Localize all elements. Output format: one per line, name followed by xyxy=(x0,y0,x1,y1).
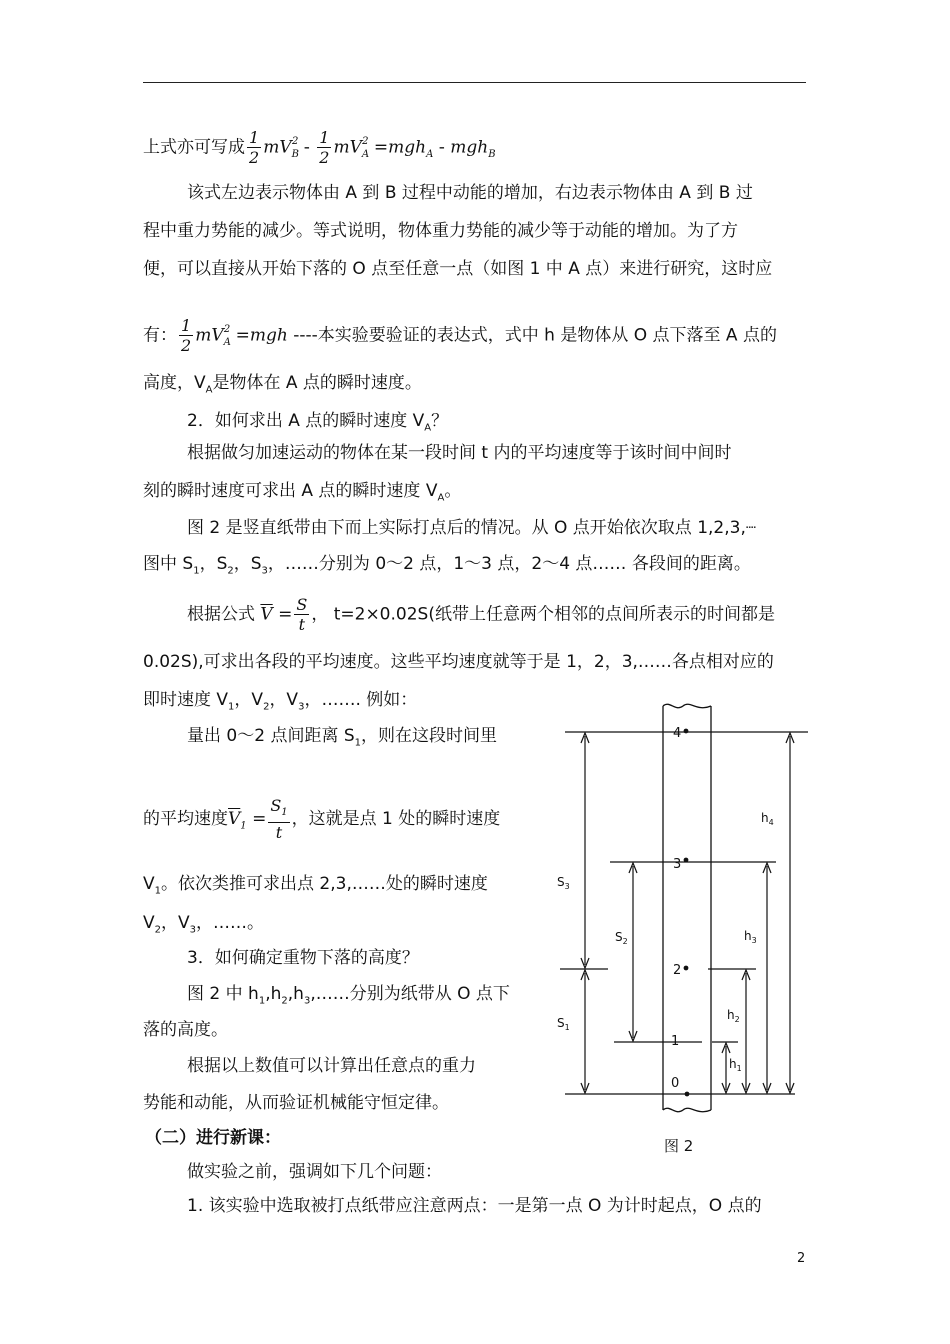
s1-label: $S_1$ xyxy=(557,1016,570,1032)
point-4-label: 4 xyxy=(673,726,682,741)
paragraph-text: 0.02S),可求出各段的平均速度。这些平均速度就等于是 1，2，3,……各点相对应的 xyxy=(143,652,774,672)
section-heading: （二）进行新课： xyxy=(145,1128,281,1148)
subheading-2: 2．如何求出 A 点的瞬时速度 $V_A$？ xyxy=(187,411,449,434)
figure-caption: 图 2 xyxy=(664,1137,694,1155)
tape-top-tear xyxy=(663,704,711,707)
paragraph-text: 程中重力势能的减少。等式说明，物体重力势能的减少等于动能的增加。为了方 xyxy=(143,221,738,241)
equation-line-2: 有： $\frac{1}{2}$ $mV_A^2 =mgh$ ----本实验要验证的表达式，式中 h 是物体从 O 点下落至 A 点的 xyxy=(143,316,777,355)
point-3-label: 3 xyxy=(673,857,682,872)
figure-2-diagram xyxy=(545,695,825,1165)
tape-bottom-tear xyxy=(663,1108,711,1111)
paragraph-text: 1. 该实验中选取被打点纸带应注意两点：一是第一点 O 为计时起点，O 点的 xyxy=(187,1196,762,1216)
equation-line-3: 根据公式 $\overline{V}$ = $\frac{S}{t}$ ， t=2×0.02S(纸带上任意两个相邻的点间所表示的时间都是 xyxy=(187,595,775,634)
paragraph-text: 量出 0～2 点间距离 $S_1$，则在这段时间里 xyxy=(187,726,498,749)
paragraph-text: 高度，$V_A$是物体在 A 点的瞬时速度。 xyxy=(143,373,422,396)
paragraph-text: 该式左边表示物体由 A 到 B 过程中动能的增加，右边表示物体由 A 到 B 过 xyxy=(187,183,753,203)
math-m: m xyxy=(263,137,280,158)
point-0-label: 0 xyxy=(671,1076,680,1091)
page-number: 2 xyxy=(797,1251,806,1266)
subheading-3: 3．如何确定重物下落的高度？ xyxy=(187,948,419,968)
paragraph-text: $V_2$，$V_3$，……。 xyxy=(143,913,265,936)
paragraph-text: 即时速度 $V_1$，$V_2$，$V_3$，……. 例如： xyxy=(143,690,418,713)
equation-line-4: 的平均速度$\overline{V}_1$ = $\frac{S_1}{t}$ ，这就是点 1 处的瞬时速度 xyxy=(143,796,501,843)
s3-label: $S_3$ xyxy=(557,875,570,891)
fraction-half: $\frac{1}{2}$ xyxy=(249,128,260,167)
paragraph-text: 落的高度。 xyxy=(143,1020,228,1040)
paragraph-text: 图中 $S_1$，$S_2$，$S_3$，……分别为 0～2 点，1～3 点，2～4 点…… 各段间的距离。 xyxy=(143,554,751,577)
paragraph-text: 刻的瞬时速度可求出 A 点的瞬时速度 $V_A$。 xyxy=(143,481,462,504)
h2-label: $h_2$ xyxy=(727,1008,740,1024)
header-rule xyxy=(143,82,806,83)
paragraph-text: 图 2 中 $h_1,h_2,h_3,\dots\dots$分别为纸带从 O 点下 xyxy=(187,984,510,1007)
paragraph-text: 根据以上数值可以计算出任意点的重力 xyxy=(187,1056,476,1076)
paragraph-text: 做实验之前，强调如下几个问题： xyxy=(187,1162,442,1182)
point-1-label: 1 xyxy=(671,1034,680,1049)
h4-label: $h_4$ xyxy=(761,811,774,827)
paragraph-text: $V_1$。依次类推可求出点 2,3,……处的瞬时速度 xyxy=(143,874,488,897)
h3-label: $h_3$ xyxy=(744,929,757,945)
point-2-label: 2 xyxy=(673,963,682,978)
text: 上式亦可写成 xyxy=(143,137,245,158)
paragraph-text: 便，可以直接从开始下落的 O 点至任意一点（如图 1 中 A 点）来进行研究，这时应 xyxy=(143,259,773,279)
equation-line-1: 上式亦可写成 $\frac{1}{2}$ $mV_B^2$ - $\frac{1}{2}$ $mV_A^2 =mgh_A - mgh_B$ xyxy=(143,128,496,167)
paragraph-text: 根据做匀加速运动的物体在某一段时间 t 内的平均速度等于该时间中间时 xyxy=(187,443,732,463)
dimension-arrows xyxy=(581,733,794,1093)
h1-label: $h_1$ xyxy=(729,1057,742,1073)
paragraph-text: 势能和动能，从而验证机械能守恒定律。 xyxy=(143,1093,449,1113)
paragraph-text: 图 2 是竖直纸带由下而上实际打点后的情况。从 O 点开始依次取点 1,2,3,┈ xyxy=(187,518,757,538)
s2-label: $S_2$ xyxy=(615,930,628,946)
